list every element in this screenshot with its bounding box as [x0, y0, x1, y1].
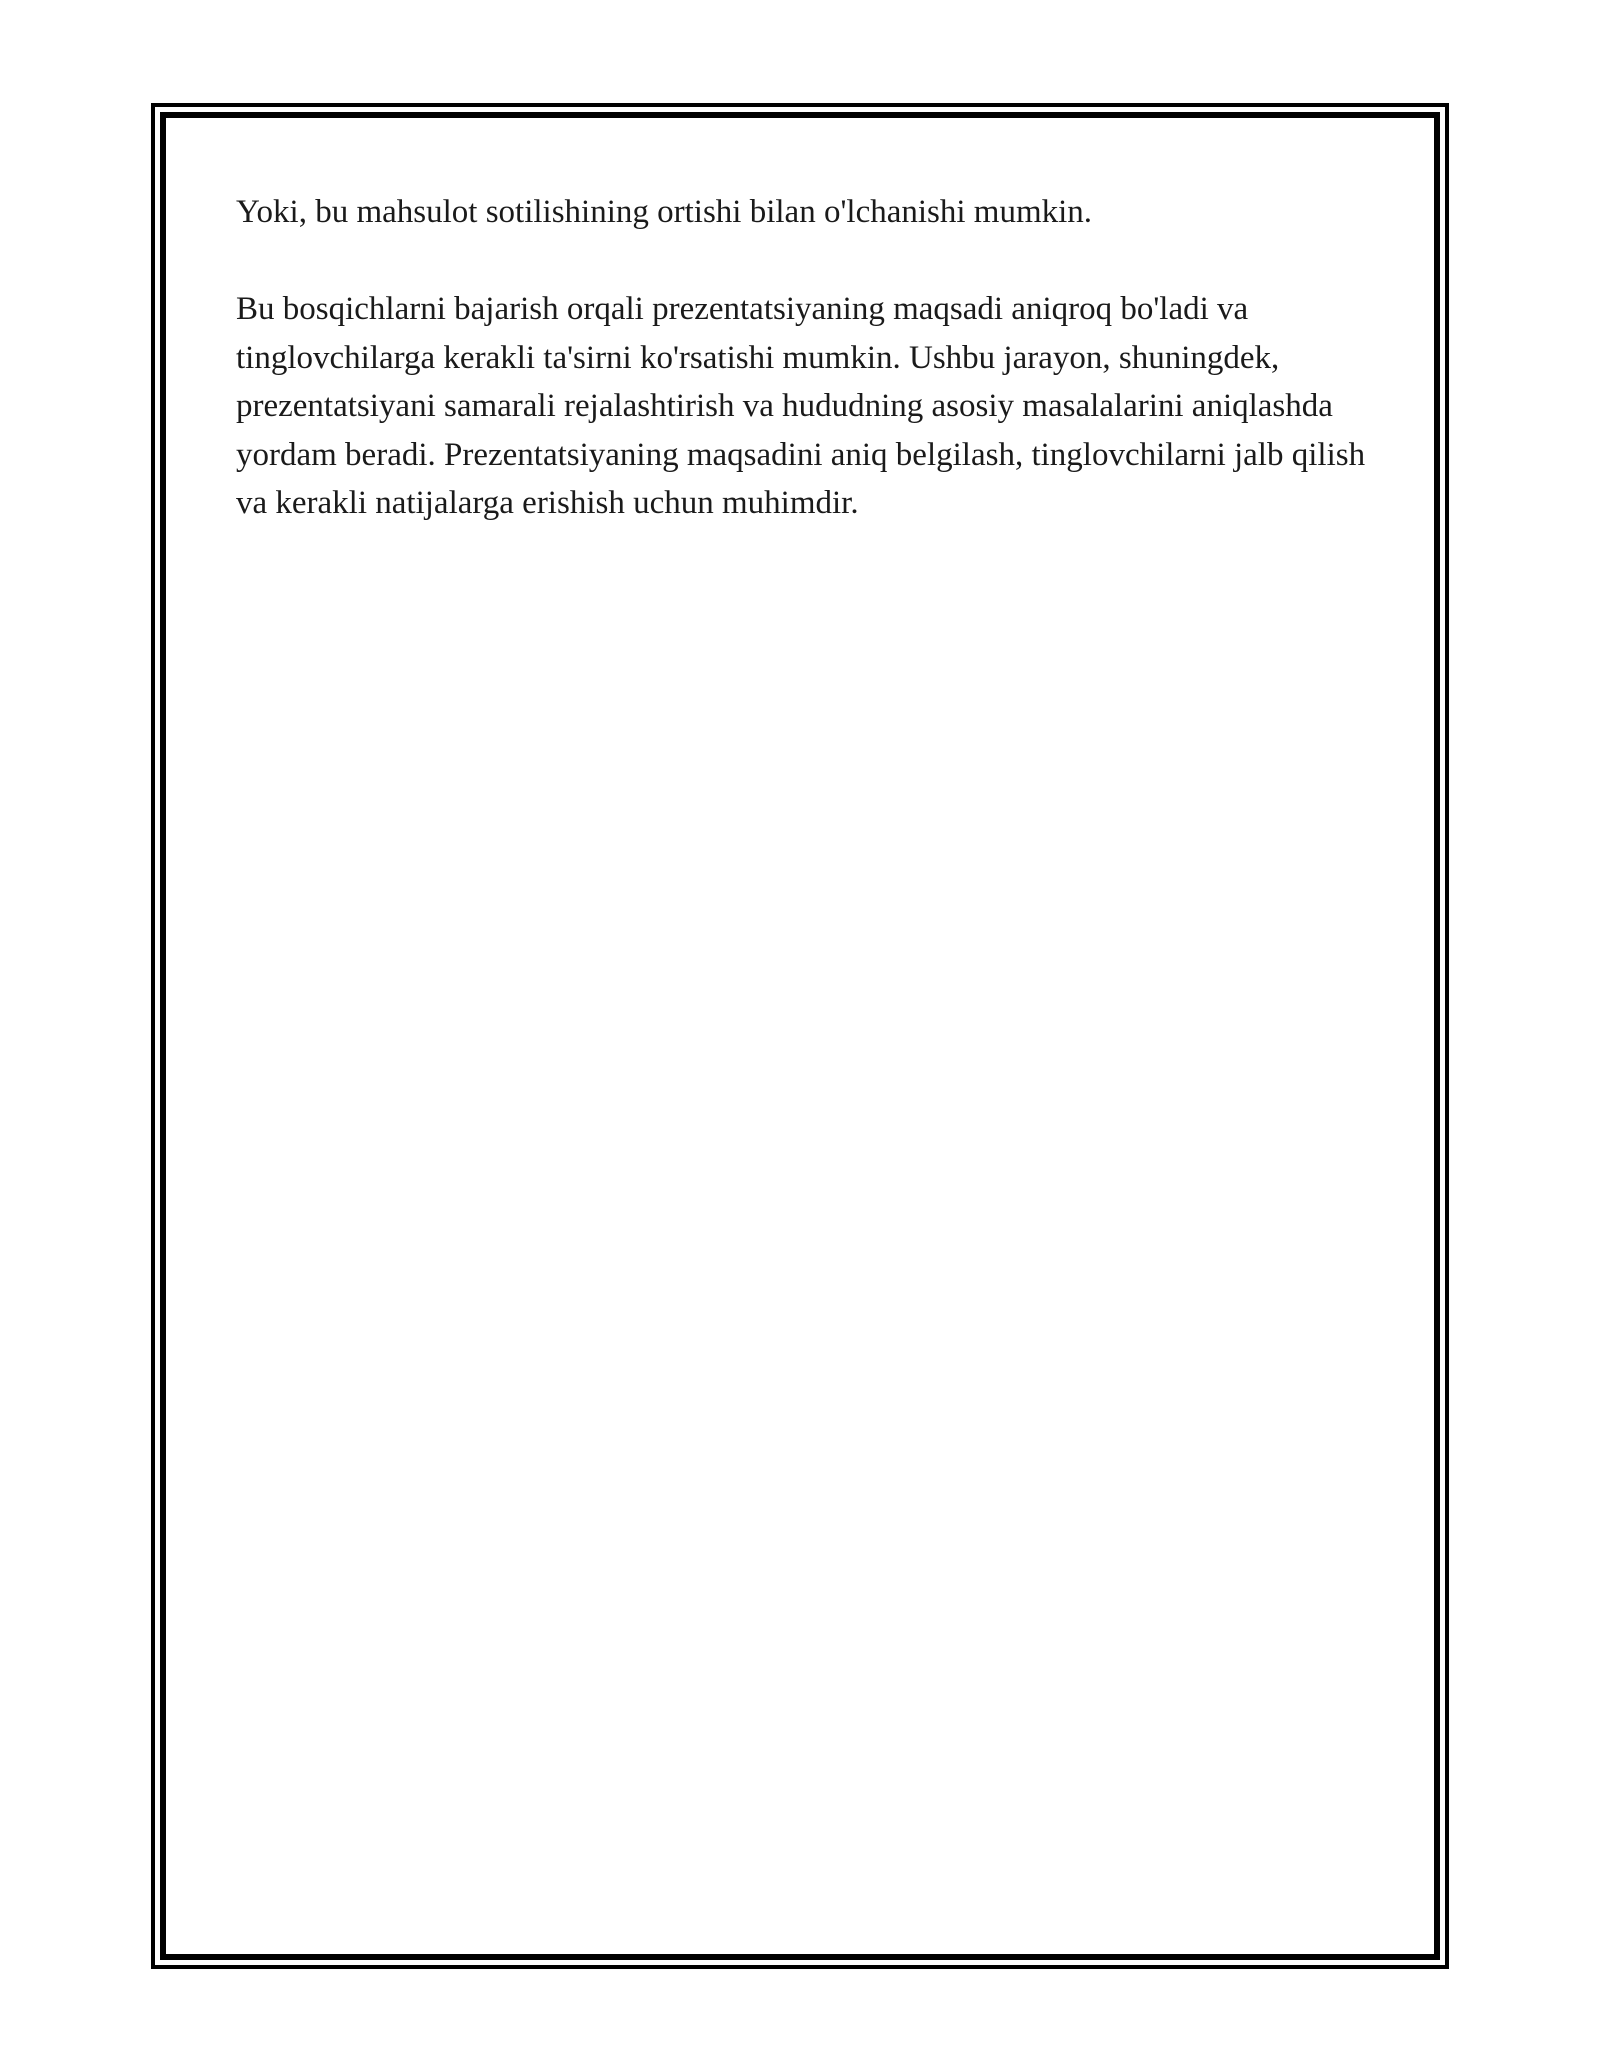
paragraph: Bu bosqichlarni bajarish orqali prezentatsiyaning maqsadi aniqroq bo'ladi va tinglovchilarga kerakli ta'sirni ko'rsatishi mumkin. Ushbu jarayon, shuningdek, prezentatsiyani samarali rejalashtirish va hududning asosiy masalalarini aniqlashda yordam beradi. Prezentatsiyaning maqsadini aniq belgilash, tinglovchilarni jalb qilish va kerakli natijalarga erishish uchun muhimdir.	[236, 291, 1366, 521]
document-body	[236, 188, 1386, 576]
paragraph: Yoki, bu mahsulot sotilishining ortishi bilan o'lchanishi mumkin.	[236, 194, 1093, 230]
